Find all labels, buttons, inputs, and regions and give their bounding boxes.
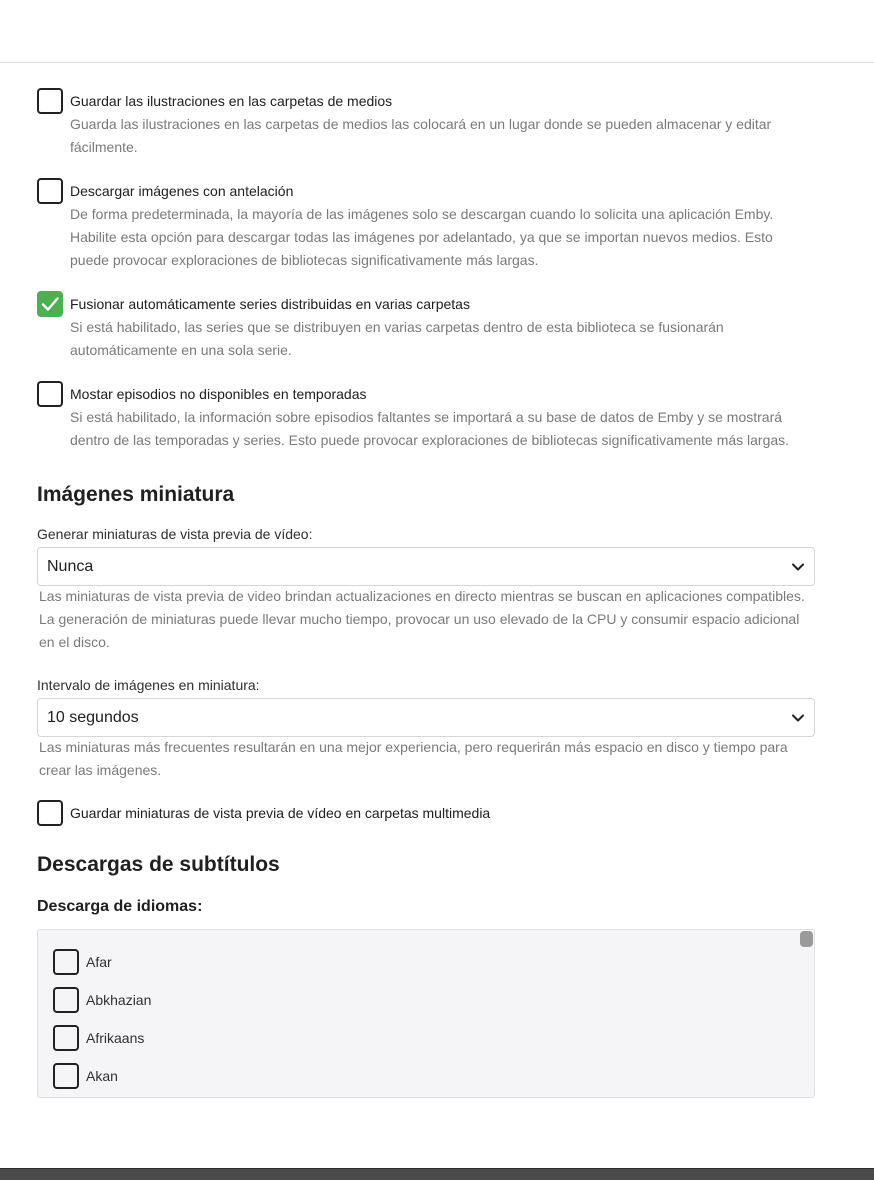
option-description: De forma predeterminada, la mayoría de las imágenes solo se descargan cuando lo solicita una aplicación Emby. Habilite esta opción para descargar todas las imágenes por adelantado, ya que se importan nuevos medios. Esto puede provocar exploraciones de bibliotecas significativamente más largas.	[70, 206, 774, 268]
preview-thumbnails-select[interactable]	[37, 547, 815, 586]
option-label: Descargar imágenes con antelación	[70, 183, 294, 199]
language-label: Akan	[86, 1068, 118, 1084]
language-checkbox[interactable]	[53, 1063, 79, 1089]
preview-field	[37, 525, 815, 654]
bottom-bar	[0, 1168, 874, 1180]
language-item-afar[interactable]	[53, 949, 151, 975]
option-missing-episodes	[37, 381, 815, 452]
interval-select-value: 10 segundos	[47, 708, 139, 726]
download-images-checkbox[interactable]	[37, 178, 63, 204]
language-label: Abkhazian	[86, 992, 152, 1008]
missing-episodes-checkbox[interactable]	[37, 381, 63, 407]
option-label: Guardar las ilustraciones en las carpetas de medios	[70, 93, 393, 109]
chevron-down-icon	[791, 562, 805, 572]
subtitles-heading: Descargas de subtítulos	[37, 853, 280, 876]
top-header-bar	[0, 0, 874, 63]
language-checkbox[interactable]	[53, 949, 79, 975]
language-checkbox[interactable]	[53, 1025, 79, 1051]
merge-series-checkbox[interactable]	[37, 291, 63, 317]
option-save-thumbnails	[37, 800, 815, 826]
interval-select-description: Las miniaturas más frecuentes resultarán en una mejor experiencia, pero requerirán más espacio en disco y tiempo para crear las imágenes.	[39, 739, 788, 778]
settings-content	[37, 88, 815, 1098]
save-thumbnails-checkbox[interactable]	[37, 800, 63, 826]
interval-field	[37, 676, 815, 782]
language-list	[53, 949, 151, 1098]
option-description: Si está habilitado, la información sobre episodios faltantes se importará a su base de datos de Emby y se mostrará dentro de las temporadas y series. Esto puede provocar exploraciones de bibliotecas significativamente más largas.	[70, 409, 790, 448]
scrollbar-thumb[interactable]	[800, 931, 813, 947]
chevron-down-icon	[791, 713, 805, 723]
option-description: Si está habilitado, las series que se distribuyen en varias carpetas dentro de esta biblioteca se fusionarán automáticamente en una sola serie.	[70, 319, 724, 358]
language-item-afrikaans[interactable]	[53, 1025, 151, 1051]
language-label: Afrikaans	[86, 1030, 145, 1046]
preview-select-value: Nunca	[47, 557, 94, 575]
language-checkbox[interactable]	[53, 987, 79, 1013]
language-item-abkhazian[interactable]	[53, 987, 151, 1013]
checkmark-icon	[40, 294, 60, 314]
interval-select-label: Intervalo de imágenes en miniatura:	[37, 677, 260, 693]
save-artwork-checkbox[interactable]	[37, 88, 63, 114]
language-item-akan[interactable]	[53, 1063, 151, 1089]
language-label: Afar	[86, 954, 112, 970]
option-label: Fusionar automáticamente series distribuidas en varias carpetas	[70, 296, 470, 312]
thumbnail-interval-select[interactable]	[37, 698, 815, 737]
option-description: Guarda las ilustraciones en las carpetas de medios las colocará en un lugar donde se pueden almacenar y editar fácilmente.	[70, 116, 772, 155]
option-download-images	[37, 178, 815, 272]
option-label: Mostar episodios no disponibles en temporadas	[70, 386, 367, 402]
preview-select-description: Las miniaturas de vista previa de video brindan actualizaciones en directo mientras se buscan en aplicaciones compatibles. La generación de miniaturas puede llevar mucho tiempo, provocar un uso elevado de la CPU y consumir espacio adicional en el disco.	[39, 588, 805, 650]
preview-select-label: Generar miniaturas de vista previa de vídeo:	[37, 526, 313, 542]
download-languages-label: Descarga de idiomas:	[37, 898, 203, 915]
option-save-artwork	[37, 88, 815, 159]
thumbnails-heading: Imágenes miniatura	[37, 483, 235, 506]
option-label: Guardar miniaturas de vista previa de vídeo en carpetas multimedia	[70, 805, 491, 821]
language-list-box[interactable]	[37, 929, 815, 1098]
option-merge-series	[37, 291, 815, 362]
